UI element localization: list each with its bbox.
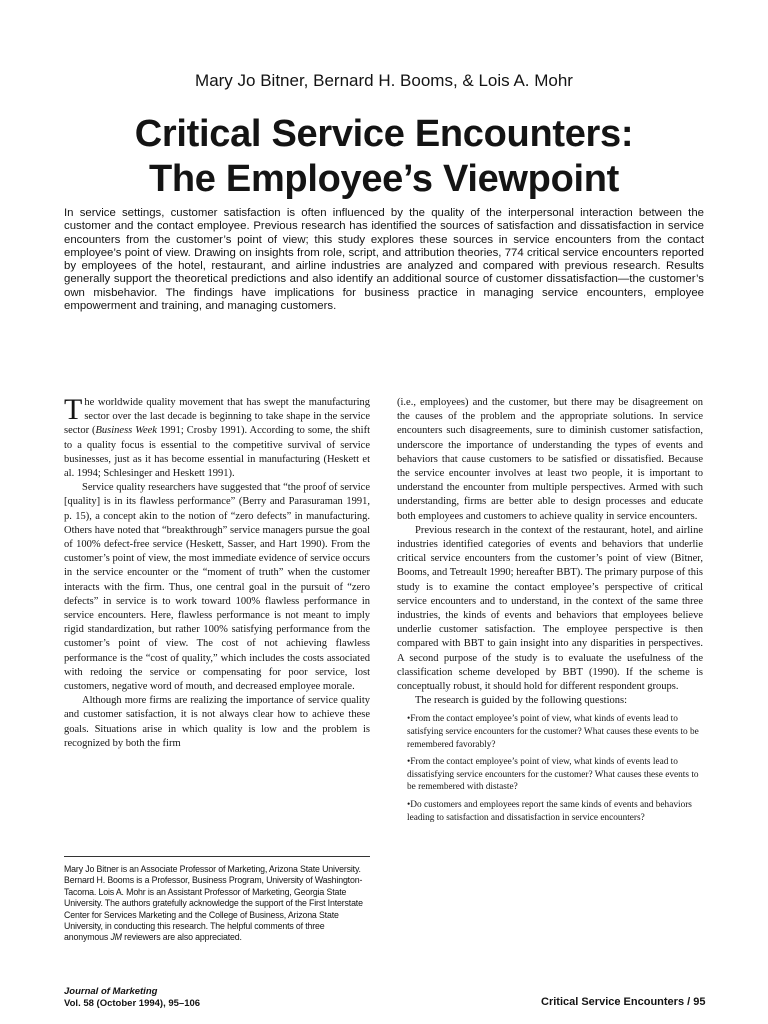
drop-cap: T	[64, 393, 83, 426]
title-line-1: Critical Service Encounters:	[134, 113, 634, 155]
author-footnote: Mary Jo Bitner is an Associate Professor of Marketing, Arizona State University. Bernard H. Booms is a Professor, Business Program, University of Washington-Tacoma. Lois A. Mohr is an Assistant Professor of Marketing, Georgia State University. The authors gratefully acknowledge the support of the First Interstate Center for Services Marketing and the College of Business, Arizona State University, in conducting this research. The helpful comments of three anonymous JM reviewers are also appreciated.	[64, 864, 363, 943]
research-questions-list	[407, 713, 703, 824]
left-column	[64, 393, 370, 751]
article-title	[0, 112, 768, 202]
body-paragraph: Service quality researchers have suggested that “the proof of service [quality] is in its flawless performance” (Berry and Parasuraman 1991, p. 15), a concept akin to the notion of “zero defects” in manufacturing. Others have noted that “breakthrough” service managers pursue the goal of 100% defect-free service (Heskett, Sasser, and Hart 1990). From the customer’s point of view, the most immediate evidence of service occurs in the service encounter or the “moment of truth” when the customer interacts with the firm. Thus, one central goal in the pursuit of “zero defects” in service is to work toward 100% flawless performance in service encounters. Here, flawless performance is not meant to imply rigid standardization, but rather 100% satisfying performance from the customer’s point of view. The cost of not achieving flawless performance is the “cost of quality,” which includes the costs associated with redoing the service or compensating for poor service, lost customers, negative word of mouth, and decreased employee morale.	[64, 482, 370, 693]
list-item: •From the contact employee’s point of view, what kinds of events lead to dissatisfying service encounters for the customer? What causes these events to be remembered with distaste?	[407, 757, 699, 793]
right-column	[397, 396, 703, 829]
journal-info	[64, 986, 200, 1010]
body-paragraph: The research is guided by the following questions:	[415, 695, 627, 707]
footnote-divider	[64, 856, 370, 857]
body-paragraph: Previous research in the context of the restaurant, hotel, and airline industries identified categories of events and behaviors that underlie critical service encounters from the customer’s point of view (Bitner, Booms, and Tetreault 1990; hereafter BBT). The primary purpose of this study is to examine the contact employee’s perspective of critical service encounters and to understand, in the context of the same three industries, the kinds of events and behaviors that employees believe underlie customer satisfaction. The employee perspective is then compared with BBT to gain insight into any disparities in perspectives. A second purpose of the study is to evaluate the usefulness of the classification scheme developed by BBT (1990). If the scheme is conceptually robust, it should hold for different respondent groups.	[397, 524, 703, 693]
intro-paragraph: The worldwide quality movement that has swept the manufacturing sector over the last decade is beginning to take shape in the service sector (Business Week 1991; Crosby 1991). According to some, the shift to a quality focus is essential to the competitive survival of service businesses, just as it has become essential in manufacturing (Heskett et al. 1994; Schlesinger and Heskett 1991).	[64, 393, 370, 480]
list-item: •Do customers and employees report the same kinds of events and behaviors leading to satisfaction and dissatisfaction in service encounters?	[407, 800, 692, 823]
journal-name: Journal of Marketing	[64, 986, 158, 997]
title-line-2: The Employee’s Viewpoint	[148, 158, 620, 200]
running-footer: Critical Service Encounters / 95	[541, 996, 706, 1008]
journal-volume: Vol. 58 (October 1994), 95–106	[64, 998, 201, 1009]
author-line: Mary Jo Bitner, Bernard H. Booms, & Lois A. Mohr	[195, 71, 573, 90]
list-item: •From the contact employee’s point of view, what kinds of events lead to satisfying service encounters for the customer? What causes these events to be remembered favorably?	[407, 714, 699, 750]
abstract: In service settings, customer satisfaction is often influenced by the quality of the interpersonal interaction between the customer and the contact employee. Previous research has identified the sources of satisfaction and dissatisfaction in service encounters from the customer’s point of view; this study explores these sources in service encounters from the contact employee’s point of view. Drawing on insights from role, script, and attribution theories, 774 critical service encounters reported by employees of the hotel, restaurant, and airline industries are analyzed and compared with previous research. Results generally support the theoretical predictions and also identify an additional source of customer dissatisfaction—the customer’s own misbehavior. The findings have implications for business practice in managing service encounters, employee empowerment and training, and managing customers.	[64, 207, 704, 313]
body-paragraph: (i.e., employees) and the customer, but there may be disagreement on the causes of the problem and the appropriate solutions. In service encounters such disagreements, sure to diminish customer satisfaction, underscore the importance of understanding the types of events and behaviors that cause customers to be satisfied or dissatisfied. Because the service encounter involves at least two people, it is important to understand the encounter from multiple perspectives. Armed with such understanding, firms are better able to design processes and educate both employees and customers to achieve quality in service encounters.	[397, 397, 703, 522]
body-paragraph: Although more firms are realizing the importance of service quality and customer satisfaction, it is not always clear how to achieve these goals. Situations arise in which quality is low and the problem is recognized by both the firm	[64, 695, 370, 749]
